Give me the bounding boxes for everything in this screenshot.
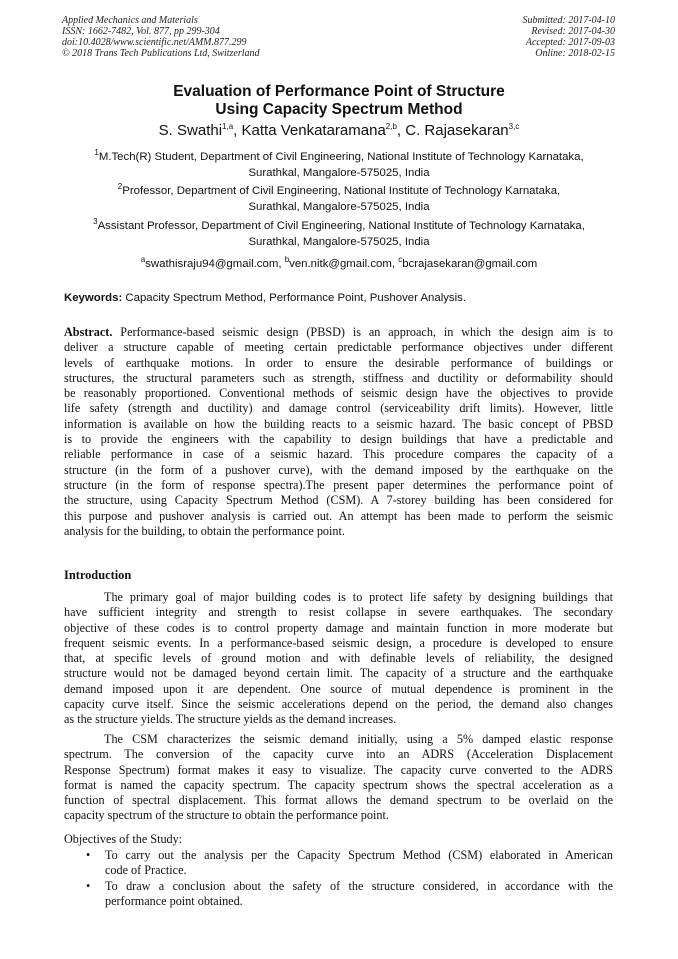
paragraph-line: have sufficient integrity and strength to resist collapse in severe earthquakes. The secondary (64, 605, 613, 620)
affiliation-superscript: 1 (94, 148, 99, 158)
abstract-line: is to provide the engineers with the capability to design buildings that have a predictable and (64, 432, 613, 447)
affiliation-line: Surathkal, Mangalore-575025, India (248, 235, 430, 248)
journal-header-right (523, 15, 616, 59)
section-heading: Introduction (64, 568, 132, 582)
abstract-line: reliable performance in case of a seismic hazard. This procedure compares the capacity of a (64, 447, 613, 462)
abstract-label: Abstract. (64, 325, 113, 339)
intro-paragraph (64, 590, 613, 728)
abstract-line: levels of earthquake motions. In order to ensure the desirable performance of buildings or (64, 355, 613, 370)
keywords-label: Keywords: (64, 292, 123, 304)
title-line: Evaluation of Performance Point of Structure (173, 83, 505, 100)
affiliation-line: Assistant Professor, Department of Civil Engineering, National Institute of Technology Karnataka, (97, 220, 585, 232)
affiliation (40, 219, 638, 250)
paragraph-line: objective of these codes is to control property damage and maintain function in more moderate but (64, 620, 613, 635)
paragraph-line: frequent seismic events. In a performance-based seismic design, a procedure is developed to ensure (64, 635, 613, 650)
submitted-date: Submitted: 2017-04-10 (522, 15, 615, 26)
author-list: S. Swathi$^{1,a}$, Katta Venkataramana$^{2,b}$, C. Rajasekaran$^{3,c}$ (158, 122, 520, 139)
author-name: Katta Venkataramana (241, 122, 386, 139)
list-item-line: performance point obtained. (105, 893, 243, 908)
paragraph-line: format is named the capacity spectrum. The capacity spectrum shows the spectral acceleration as a (64, 777, 613, 792)
author-superscript: 2,b (385, 122, 397, 131)
online-date: Online: 2018-02-15 (535, 48, 615, 59)
affiliation-superscript: 3 (93, 217, 98, 227)
issn-line: ISSN: 1662-7482, Vol. 877, pp 299-304 (62, 26, 220, 37)
affiliation (40, 184, 638, 215)
paragraph-line: capacity spectrum of the structure to obtain the performance point. (64, 808, 389, 823)
author-superscript: 1,a (222, 122, 234, 131)
list-item (64, 848, 613, 879)
email-link[interactable]: bcrajasekaran@gmail.com (402, 258, 538, 270)
journal-header-left (62, 15, 260, 59)
affiliation-line: M.Tech(R) Student, Department of Civil Engineering, National Institute of Technology Karnataka, (98, 151, 584, 163)
paragraph-line: that, at specific levels of ground motion and with definable levels of reliability, the designed (64, 651, 613, 666)
revised-date: Revised: 2017-04-30 (531, 26, 615, 37)
author-name: C. Rajasekaran (405, 122, 509, 139)
paragraph-line: as the structure yields. The structure yields as the demand increases. (64, 712, 397, 727)
affiliation-superscript: 2 (117, 182, 123, 192)
journal-name: Applied Mechanics and Materials (62, 15, 198, 26)
email-superscript: a (140, 255, 146, 265)
email-superscript: b (284, 255, 290, 265)
abstract-line: the structure, using Capacity Spectrum Method (CSM). A 7-storey building has been considered for (64, 493, 613, 508)
list-item-line: To carry out the analysis per the Capacity Spectrum Method (CSM) elaborated in American (105, 848, 613, 862)
title-line: Using Capacity Spectrum Method (215, 101, 463, 118)
paragraph-line: function of spectral displacement. This format allows the demand spectrum to be overlaid on the (64, 793, 613, 808)
author-superscript: 3,c (508, 122, 520, 131)
list-item-line: code of Practice. (105, 863, 187, 878)
bullet-icon: • (86, 848, 91, 862)
paragraph-line: demand imposed upon it are dependent. One source of mutual dependence is prominent in the (64, 681, 613, 696)
email-link[interactable]: swathisraju94@gmail.com (145, 258, 279, 270)
objectives-list (64, 848, 613, 909)
abstract-section (64, 325, 613, 539)
paragraph-line: capacity curve itself. Since the seismic accelerations depend on the period, the demand also changes (64, 697, 613, 712)
abstract-line: be reasonably proportioned. Conventional methods of seismic design have the objectives to provide (64, 386, 613, 401)
paragraph-line: structure would not be damaged beyond certain limit. The capacity of a structure and the earthquake (64, 666, 613, 681)
list-item (64, 879, 613, 910)
abstract-line: analysis for the building, to obtain the performance point. (64, 523, 345, 538)
paper-title (40, 83, 638, 119)
email-superscript: c (398, 255, 403, 265)
paragraph-line: Response Spectrum) format makes it easy to visualize. The capacity curve converted to the ADRS (64, 762, 613, 777)
abstract-line: this purpose and pushover analysis is carried out. An attempt has been made to perform the seismic (64, 508, 613, 523)
email-link[interactable]: ven.nitk@gmail.com (289, 258, 392, 270)
author-name: S. Swathi (158, 122, 223, 139)
paragraph-line: The primary goal of major building codes is to protect life safety by designing buildings that (104, 590, 613, 604)
abstract-line: structure (in the form of a pushover curve), with the demand imposed by the earthquake on the (64, 462, 613, 477)
affiliation (40, 150, 638, 181)
bullet-icon: • (86, 878, 91, 893)
abstract-line: information is available on how the building reacts to a seismic hazard. The basic concept of PBSD (64, 416, 613, 431)
doi-line: doi:10.4028/www.scientific.net/AMM.877.299 (62, 37, 247, 48)
paragraph-line: The CSM characterizes the seismic demand initially, using a 5% damped elastic response (104, 732, 613, 746)
csm-paragraph (64, 732, 613, 824)
abstract-line: life safety (strength and ductility) and damage control (serviceability drift limits). However, little (64, 401, 613, 416)
keywords (64, 291, 466, 306)
keywords-text: Capacity Spectrum Method, Performance Point, Pushover Analysis. (125, 292, 467, 304)
paragraph-line: spectrum. The conversion of the capacity curve into an ADRS (Acceleration Displacement (64, 747, 613, 762)
copyright-line: © 2018 Trans Tech Publications Ltd, Switzerland (62, 48, 260, 59)
abstract-line: deliver a structure capable of meeting certain predictable performance objectives under different (64, 340, 613, 355)
affiliation-line: Surathkal, Mangalore-575025, India (248, 200, 430, 213)
objectives-heading: Objectives of the Study: (64, 832, 183, 846)
abstract-line: Performance-based seismic design (PBSD) is an approach, in which the design aim is to (112, 325, 613, 339)
affiliation-line: Surathkal, Mangalore-575025, India (248, 166, 430, 179)
abstract-line: structures, the structural parameters such as strength, stiffness and ductility or deformability should (64, 370, 613, 385)
accepted-date: Accepted: 2017-09-03 (525, 37, 615, 48)
affiliation-line: Professor, Department of Civil Engineering, National Institute of Technology Karnataka, (122, 185, 561, 197)
list-item-line: To draw a conclusion about the safety of the structure considered, in accordance with the (105, 878, 613, 893)
email-list: $^a$swathisraju94@gmail.com, $^b$ven.nitk@gmail.com, $^c$bcrajasekaran@gmail.com (140, 255, 538, 270)
abstract-line: structure (in the form of response spectra).The present paper determines the performance point of (64, 477, 613, 492)
